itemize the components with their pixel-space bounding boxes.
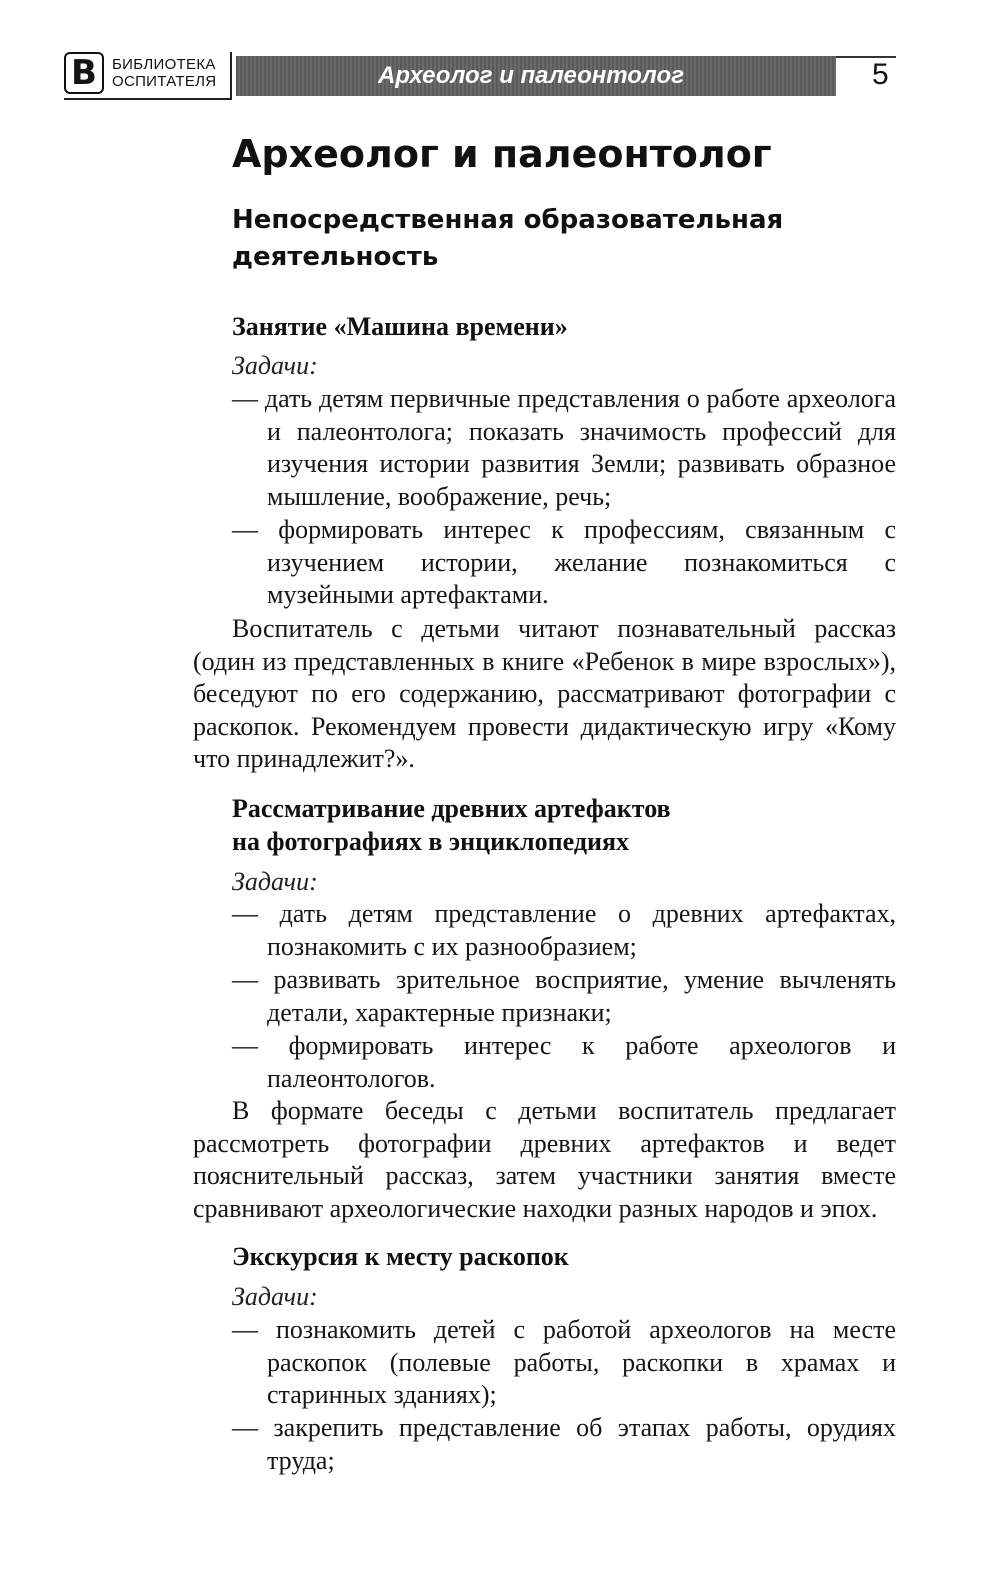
- tasks-label: Задачи:: [232, 1282, 318, 1311]
- list-item: — дать детям первичные представления о работе археолога и палеонтолога; показать значимость профессий для изучения истории развития Земли; развивать образное мышление, воображение, речь;: [232, 384, 896, 511]
- list-item: — закрепить представление об этапах работы, орудиях труда;: [232, 1413, 896, 1475]
- series-logo-line-1: БИБЛИОТЕКА: [112, 56, 216, 73]
- tasks-label: Задачи:: [232, 351, 318, 380]
- activity-heading-artifacts-line-1: Рассматривание древних артефактов: [232, 794, 671, 823]
- page-title: Археолог и палеонтолог: [232, 132, 772, 176]
- tasks-label: Задачи:: [232, 867, 318, 896]
- body-paragraph: Воспитатель с детьми читают познавательный рассказ (один из представленных в книге «Ребенок в мире взрослых»), беседуют по его содержанию, рассматривают фотографии с раскопок. Рекомендуем провести дидактическую игру «Кому что принадлежит?».: [193, 614, 896, 774]
- list-item: — дать детям представление о древних артефактах, познакомить с их разнообразием;: [232, 899, 896, 961]
- list-item: — развивать зрительное восприятие, умение вычленять детали, характерные признаки;: [232, 965, 896, 1027]
- page-number: 5: [872, 58, 889, 91]
- series-logo-letter: В: [64, 52, 104, 94]
- activity-heading-excursion: Экскурсия к месту раскопок: [232, 1242, 569, 1271]
- header-divider-horizontal: [64, 98, 232, 100]
- list-item: — познакомить детей с работой археологов на месте раскопок (полевые работы, раскопки в храмах и старинных зданиях);: [232, 1315, 896, 1410]
- running-header-title: Археолог и палеонтолог: [378, 62, 684, 89]
- series-logo-line-2: ОСПИТАТЕЛЯ: [112, 73, 217, 90]
- header-divider-vertical: [230, 52, 232, 100]
- body-paragraph: В формате беседы с детьми воспитатель предлагает рассмотреть фотографии древних артефактов и ведет пояснительный рассказ, затем участники занятия вместе сравнивают археологические находки разных народов и эпох.: [193, 1096, 896, 1223]
- section-subtitle: Непосредственная образовательная деятельность: [232, 205, 784, 272]
- list-item: — формировать интерес к работе археологов и палеонтологов.: [232, 1031, 896, 1093]
- list-item: — формировать интерес к профессиям, связанным с изучением истории, желание познакомиться с музейными артефактами.: [232, 515, 896, 610]
- activity-heading-time-machine: Занятие «Машина времени»: [232, 312, 568, 341]
- activity-heading-artifacts-line-2: на фотографиях в энциклопедиях: [232, 827, 630, 856]
- series-logo: [64, 50, 232, 100]
